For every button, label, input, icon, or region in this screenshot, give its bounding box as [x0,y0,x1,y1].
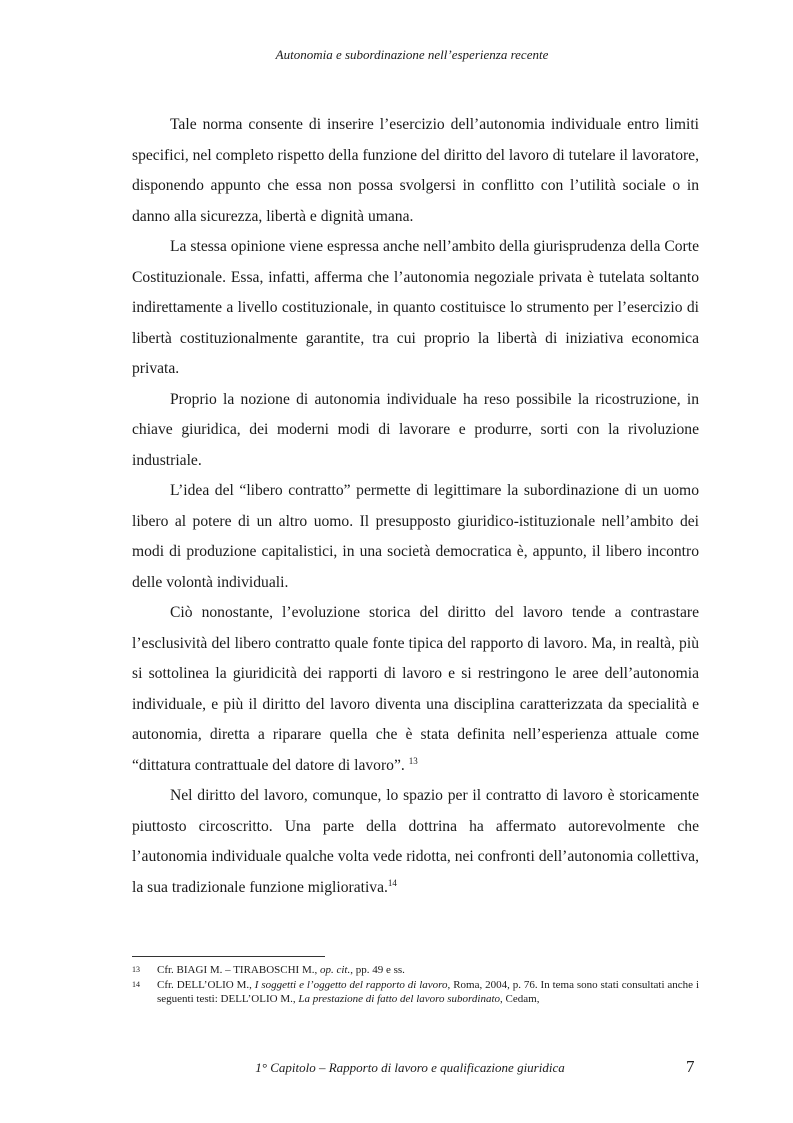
paragraph-text: L’idea del “libero contratto” permette di legittimare la subordinazione di un uomo libero al potere di un altro uomo. Il presupposto giuridico-istituzionale nell’ambito dei modi di produzione capitalistici, in una società democratica è, appunto, il libero incontro delle volontà individuali. [132,482,699,591]
running-header: Autonomia e subordinazione nell’esperienza recente [275,47,549,62]
footnote-italic: I soggetti e l’oggetto del rapporto di lavoro [254,978,448,991]
paragraph-text: Tale norma consente di inserire l’esercizio dell’autonomia individuale entro limiti specifici, nel completo rispetto della funzione del diritto del lavoro di tutelare il lavoratore, disponendo appunto che essa non possa svolgersi in conflitto con l’utilità sociale o in danno alla sicurezza, libertà e dignità umana. [132,116,699,225]
footnotes [132,963,699,1007]
footnote-italic: La prestazione di fatto del lavoro subordinato [298,993,501,1005]
paragraph-text: Nel diritto del lavoro, comunque, lo spazio per il contratto di lavoro è storicamente piuttosto circoscritto. Una parte della dottrina ha affermato autorevolmente che l’autonomia individuale qualche volta vede ridotta, nei confronti dell’autonomia collettiva, la sua tradizionale funzione migliorativa. [132,787,699,896]
footnote-14 [132,978,699,1007]
paragraph-text: La stessa opinione viene espressa anche nell’ambito della giurisprudenza della Corte Costituzionale. Essa, infatti, afferma che l’autonomia negoziale privata è tutelata soltanto indirettamente a livello costituzionale, in quanto costituisce lo strumento per l’esercizio di libertà costituzionalmente garantite, tra cui proprio la libertà di iniziativa economica privata. [132,238,699,377]
footnote-ref-13[interactable]: 13 [408,755,418,766]
footnote-text: , Roma, 2004, p. 76. In tema sono stati consultati anche i seguenti testi: DELL’OLIO M., [157,978,699,1005]
paragraph-4 [132,476,699,598]
footnote-text: Cfr. DELL’OLIO M., [157,978,255,991]
footnote-text: Cfr. BIAGI M. – TIRABOSCHI M., [157,964,320,976]
paragraph-5 [132,598,699,781]
running-footer: 1° Capitolo – Rapporto di lavoro e qualificazione giuridica [255,1060,565,1075]
footnote-separator [132,956,325,957]
paragraph-6 [132,781,699,903]
footnote-ref-14[interactable]: 14 [387,877,397,888]
footnote-13 [132,963,699,978]
footnote-text: , Cedam, [500,993,540,1005]
footnote-number: 14 [132,979,140,989]
paragraph-2 [132,232,699,385]
page-number: 7 [686,1057,695,1076]
paragraph-3 [132,385,699,477]
paragraph-text: Ciò nonostante, l’evoluzione storica del diritto del lavoro tende a contrastare l’esclusività del libero contratto quale fonte tipica del rapporto di lavoro. Ma, in realtà, più si sottolinea la giuridicità dei rapporti di lavoro e si restringono le aree dell’autonomia individuale, e più il diritto del lavoro diventa una disciplina caratterizzata da specialità e autonomia, diretta a riparare quella che è stata definita nell’esperienza attuale come “dittatura contrattuale del datore di lavoro”. [132,604,699,774]
footnote-italic: op. cit. [319,964,351,976]
footnote-number: 13 [132,965,140,974]
paragraph-text: Proprio la nozione di autonomia individuale ha reso possibile la ricostruzione, in chiave giuridica, dei moderni modi di lavorare e produrre, sorti con la rivoluzione industriale. [132,390,699,469]
body-text [132,110,699,903]
footnote-text: , pp. 49 e ss. [350,964,405,976]
paragraph-1 [132,110,699,232]
